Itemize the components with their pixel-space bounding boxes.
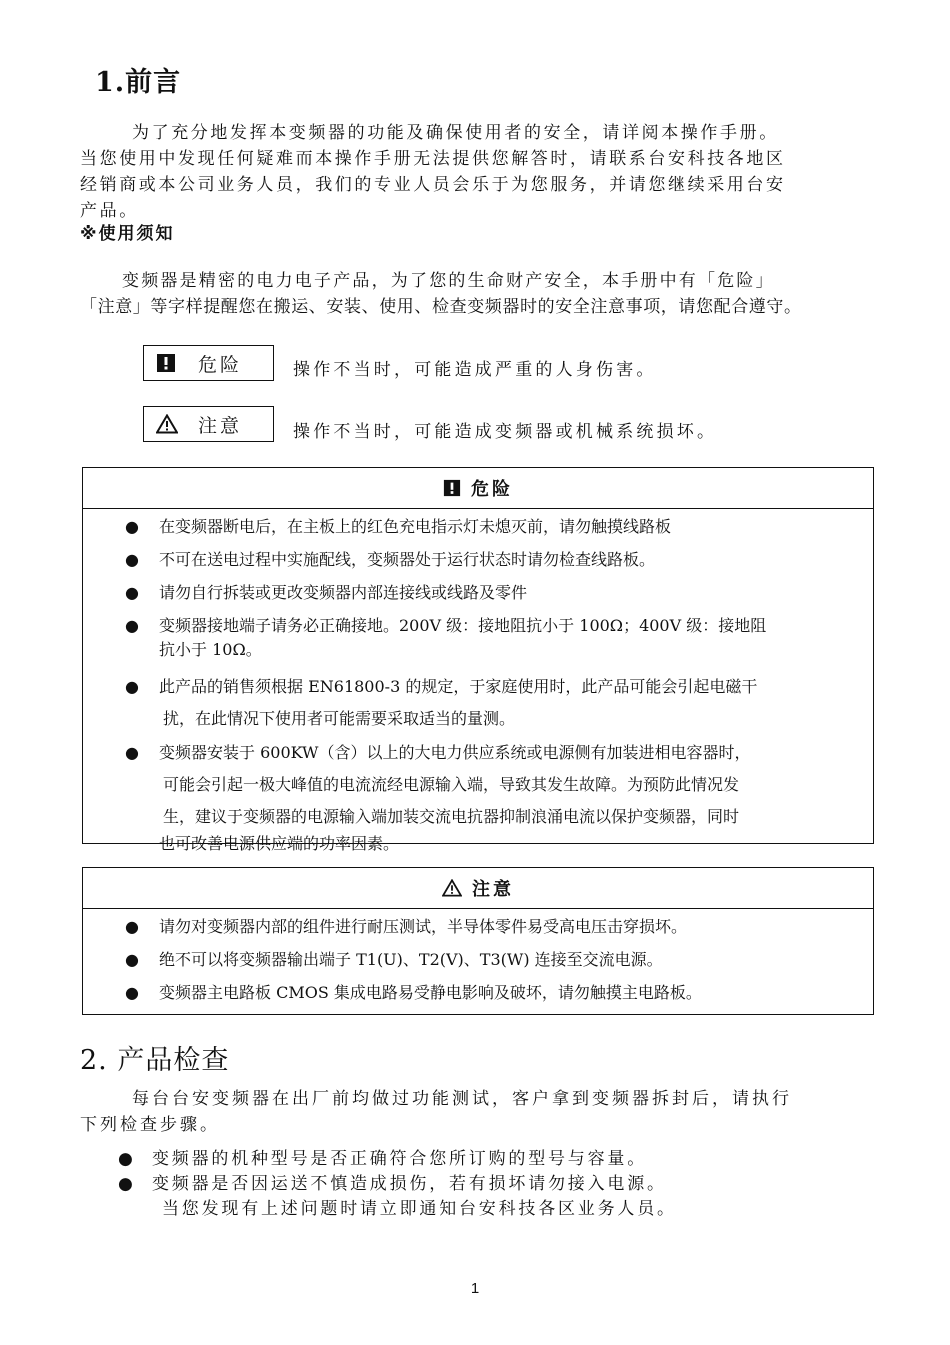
section-1-title: 1.前言	[95, 67, 182, 98]
bullet: ●	[118, 1174, 136, 1194]
item-line: 此产品的销售须根据 EN61800-3 的规定，于家庭使用时，此产品可能会引起电磁干	[159, 677, 758, 696]
list-item	[83, 581, 873, 605]
section-2-title: 2. 产品检查	[80, 1045, 230, 1076]
list-item	[83, 915, 873, 939]
danger-label-box	[143, 345, 274, 381]
caution-table-body	[83, 909, 873, 1009]
caution-description: 操作不当时，可能造成变频器或机械系统损坏。	[293, 422, 718, 442]
check-intro-line: 下列检查步骤。	[80, 1115, 220, 1135]
bullet: ●	[125, 616, 139, 635]
list-item	[83, 948, 873, 972]
caution-icon	[156, 414, 178, 434]
item-line: 变频器接地端子请务必正确接地。200V 级：接地阻抗小于 100Ω；400V 级：接地阻	[159, 616, 767, 635]
list-item	[83, 671, 873, 735]
item-line: 扰，在此情况下使用者可能需要采取适当的量测。	[163, 709, 516, 728]
intro-line: 经销商或本公司业务人员，我们的专业人员会乐于为您服务，并请您继续采用台安	[80, 175, 786, 195]
item-line: 请勿对变频器内部的组件进行耐压测试，半导体零件易受高电压击穿损坏。	[159, 917, 688, 936]
list-item	[83, 548, 873, 572]
bullet: ●	[125, 550, 139, 569]
check-closing-note	[162, 1196, 677, 1222]
page-number: 1	[470, 1280, 480, 1297]
danger-description: 操作不当时，可能造成严重的人身伤害。	[293, 360, 657, 380]
item-line: 变频器安装于 600KW（含）以上的大电力供应系统或电源侧有加装进相电容器时，	[159, 743, 751, 762]
item-line: 生，建议于变频器的电源输入端加装交流电抗器抑制浪涌电流以保护变频器，同时	[163, 807, 740, 826]
danger-label: 危险	[198, 353, 243, 376]
danger-table-title: 危险	[471, 479, 513, 500]
check-item	[118, 1146, 647, 1172]
bullet: ●	[125, 743, 139, 762]
danger-table-header	[83, 468, 873, 509]
check-intro-line: 每台台安变频器在出厂前均做过功能测试，客户拿到变频器拆封后，请执行	[132, 1089, 792, 1109]
bullet: ●	[125, 950, 139, 969]
item-line: 不可在送电过程中实施配线，变频器处于运行状态时请勿检查线路板。	[159, 550, 656, 569]
notice-line: 变频器是精密的电力电子产品，为了您的生命财产安全，本手册中有「危险」	[122, 271, 775, 291]
list-item	[83, 515, 873, 539]
danger-icon	[156, 353, 178, 373]
usage-notice-heading: ※使用须知	[80, 224, 175, 244]
intro-line: 当您使用中发现任何疑难而本操作手册无法提供您解答时，请联系台安科技各地区	[80, 149, 786, 169]
caution-label-box	[143, 406, 274, 442]
item-line: 绝不可以将变频器输出端子 T1(U)、T2(V)、T3(W) 连接至交流电源。	[159, 950, 663, 969]
bullet: ●	[125, 677, 139, 696]
item-line: 抗小于 10Ω。	[159, 640, 262, 659]
danger-table-body	[83, 509, 873, 859]
caution-table-title: 注意	[472, 879, 514, 900]
item-line: 可能会引起一极大峰值的电流流经电源输入端，导致其发生故障。为预防此情况发	[163, 775, 740, 794]
intro-paragraph	[80, 120, 880, 224]
danger-table	[82, 467, 874, 853]
check-item-text: 变频器的机种型号是否正确符合您所订购的型号与容量。	[152, 1149, 647, 1169]
bullet: ●	[125, 583, 139, 602]
danger-icon	[443, 479, 461, 497]
list-item	[83, 981, 873, 1005]
bullet: ●	[125, 917, 139, 936]
item-line: 在变频器断电后，在主板上的红色充电指示灯未熄灭前，请勿触摸线路板	[159, 517, 672, 536]
check-closing-text: 当您发现有上述问题时请立即通知台安科技各区业务人员。	[162, 1199, 677, 1219]
intro-line: 为了充分地发挥本变频器的功能及确保使用者的安全，请详阅本操作手册。	[132, 123, 779, 143]
bullet: ●	[118, 1149, 136, 1169]
notice-paragraph	[80, 268, 880, 320]
bullet: ●	[125, 983, 139, 1002]
check-item	[118, 1171, 667, 1197]
caution-label: 注意	[198, 414, 243, 437]
notice-line: 「注意」等字样提醒您在搬运、安装、使用、检查变频器时的安全注意事项，请您配合遵守。	[80, 297, 802, 317]
list-item	[83, 614, 873, 662]
intro-line: 产品。	[80, 201, 139, 221]
list-item	[83, 737, 873, 855]
caution-table	[82, 867, 874, 1015]
caution-icon	[442, 879, 462, 897]
item-line: 也可改善电源供应端的功率因素。	[159, 834, 400, 853]
bullet: ●	[125, 517, 139, 536]
caution-table-header	[83, 868, 873, 909]
check-intro-paragraph	[80, 1086, 880, 1138]
item-line: 变频器主电路板 CMOS 集成电路易受静电影响及破坏，请勿触摸主电路板。	[159, 983, 702, 1002]
item-line: 请勿自行拆装或更改变频器内部连接线或线路及零件	[159, 583, 528, 602]
check-item-text: 变频器是否因运送不慎造成损伤，若有损坏请勿接入电源。	[152, 1174, 667, 1194]
